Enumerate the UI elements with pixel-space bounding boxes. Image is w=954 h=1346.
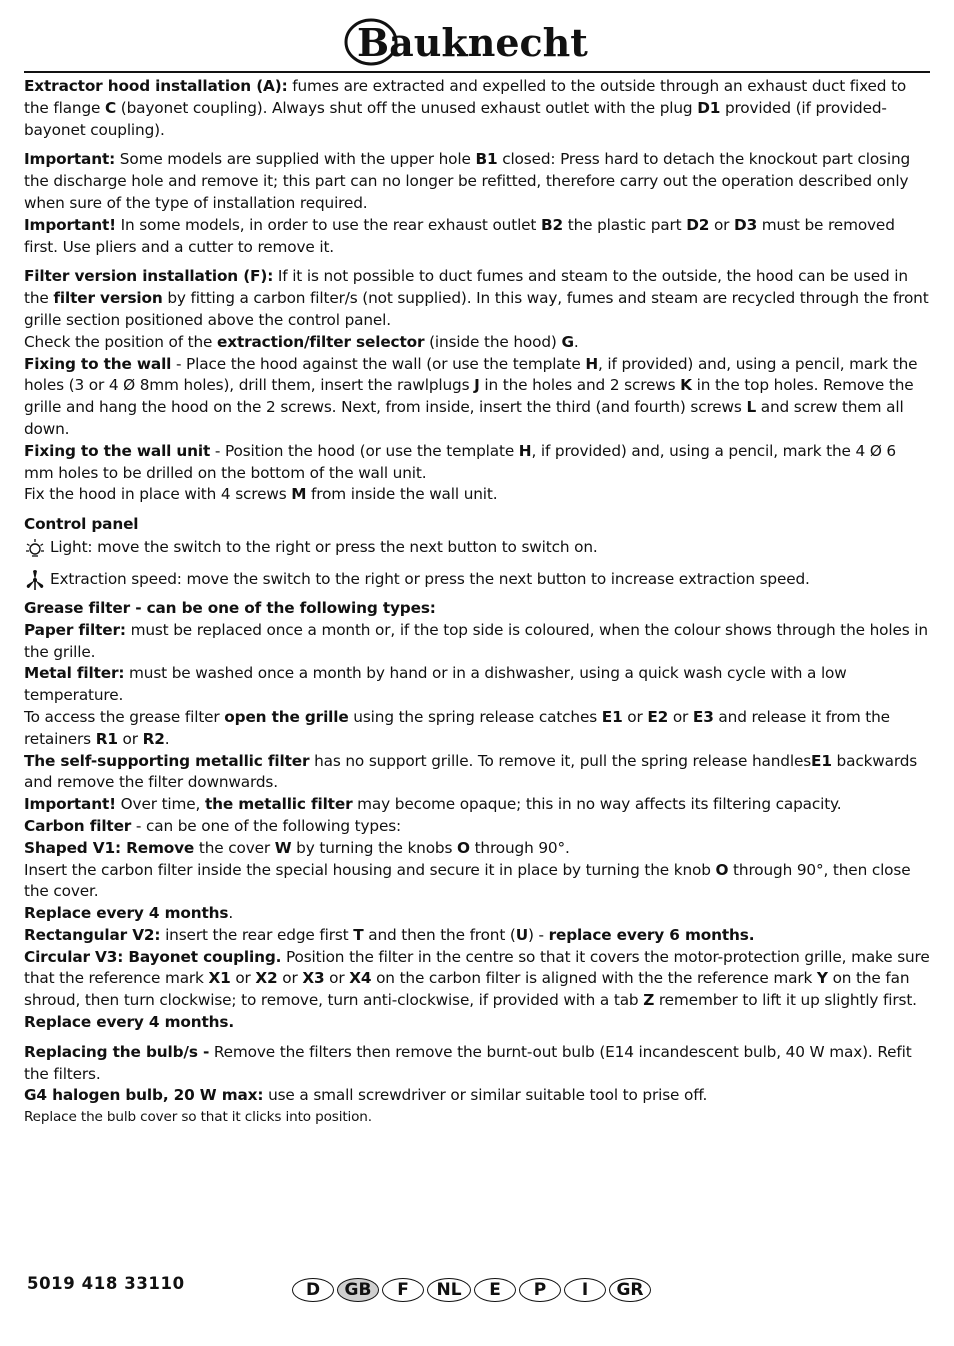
brand-logo [343, 12, 588, 68]
para-shaped: Shaped V1: Remove the cover W by turning the knobs O through 90°. [24, 838, 570, 857]
header-rule [24, 71, 930, 73]
para-filter-version: Filter version installation (F): If it is not possible to duct fumes and steam to the outside, the hood can be used in the filter version by fitting a carbon filter/s (not supplied). In this way, fumes and steam are recycled through the front grille section positioned above the control panel. [24, 267, 929, 329]
para-important-2: Important! In some models, in order to use the rear exhaust outlet B2 the plastic part D2 or D3 must be removed first. Use pliers and a cutter to remove it. [24, 215, 895, 256]
para-extractor: Extractor hood installation (A): fumes are extracted and expelled to the outside through an exhaust duct fixed to the flange C (bayonet coupling). Always shut off the unused exhaust outlet with the plug D1 provided (if provided- bayonet coupling). [24, 77, 907, 139]
para-carbon: Carbon filter - can be one of the following types: [24, 816, 402, 835]
language-f[interactable]: F [382, 1278, 424, 1302]
para-fixing-unit: Fixing to the wall unit - Position the hood (or use the template H, if provided) and, using a pencil, mark the 4 Ø 6 mm holes to be drilled on the bottom of the wall unit. [24, 441, 897, 482]
para-fix-hood: Fix the hood in place with 4 screws M from inside the wall unit. [24, 485, 498, 504]
brand-logo-text: Bauknecht [357, 20, 588, 65]
para-self-supporting: The self-supporting metallic filter has no support grille. To remove it, pull the spring release handlesE1 backwards and remove the filter downwards. [24, 751, 918, 792]
language-d[interactable]: D [292, 1278, 334, 1302]
speed-line [24, 568, 930, 592]
product-code: 5019 418 33110 [27, 1274, 185, 1293]
para-paper: Paper filter: must be replaced once a month or, if the top side is coloured, when the colour shows through the holes in the grille. [24, 620, 928, 661]
light-line [24, 536, 930, 560]
para-g4: G4 halogen bulb, 20 W max: use a small screwdriver or similar suitable tool to prise off. [24, 1086, 708, 1105]
para-bulb-cover: Replace the bulb cover so that it clicks into position. [24, 1109, 372, 1126]
language-selector [292, 1278, 651, 1302]
language-nl[interactable]: NL [427, 1278, 471, 1302]
language-gb[interactable]: GB [337, 1278, 379, 1302]
light-text: Light: move the switch to the right or press the next button to switch on. [50, 538, 598, 557]
para-important-1: Important: Some models are supplied with the upper hole B1 closed: Press hard to detach the knockout part closing the discharge hole and remove it; this part can no longer be refitted, therefore carry out the operation described only when sure of the type of installation required. [24, 150, 911, 212]
para-check-position: Check the position of the extraction/filter selector (inside the hood) G. [24, 332, 579, 351]
para-access: To access the grease filter open the grille using the spring release catches E1 or E2 or E3 and release it from the retainers R1 or R2. [24, 707, 890, 748]
control-panel-heading: Control panel [24, 515, 139, 534]
light-bulb-icon [24, 536, 50, 560]
document-body [24, 76, 930, 1127]
para-bulb: Replacing the bulb/s - Remove the filters then remove the burnt-out bulb (E14 incandescent bulb, 40 W max). Refit the filters. [24, 1042, 912, 1083]
para-insert-carbon: Insert the carbon filter inside the special housing and secure it in place by turning the knob O through 90°, then close the cover. [24, 860, 911, 901]
language-p[interactable]: P [519, 1278, 561, 1302]
language-i[interactable]: I [564, 1278, 606, 1302]
speed-text: Extraction speed: move the switch to the right or press the next button to increase extraction speed. [50, 570, 810, 589]
para-circular: Circular V3: Bayonet coupling. Position the filter in the centre so that it covers the motor-protection grille, make sure that the reference mark X1 or X2 or X3 or X4 on the carbon filter is aligned with the the reference mark Y on the fan shroud, then turn clockwise; to remove, turn anti-clockwise, if provided with a tab Z remember to lift it up slightly first. Replace every 4 months. [24, 947, 930, 1032]
fan-icon [24, 568, 50, 592]
para-fixing-wall: Fixing to the wall - Place the hood against the wall (or use the template H, if provided) and, using a pencil, mark the holes (3 or 4 Ø 8mm holes), drill them, insert the rawlplugs J in the holes and 2 screws K in the top holes. Remove the grille and hang the hood on the 2 screws. Next, from inside, insert the third (and fourth) screws L and screw them all down. [24, 354, 918, 438]
para-metal: Metal filter: must be washed once a month by hand or in a dishwasher, using a quick wash cycle with a low temperature. [24, 664, 847, 705]
language-gr[interactable]: GR [609, 1278, 651, 1302]
para-rectangular: Rectangular V2: insert the rear edge first T and then the front (U) - replace every 6 months. [24, 925, 755, 944]
para-important-3: Important! Over time, the metallic filter may become opaque; this in no way affects its filtering capacity. [24, 795, 842, 814]
language-e[interactable]: E [474, 1278, 516, 1302]
para-replace-4: Replace every 4 months. [24, 904, 234, 923]
grease-heading: Grease filter - can be one of the following types: [24, 598, 436, 617]
